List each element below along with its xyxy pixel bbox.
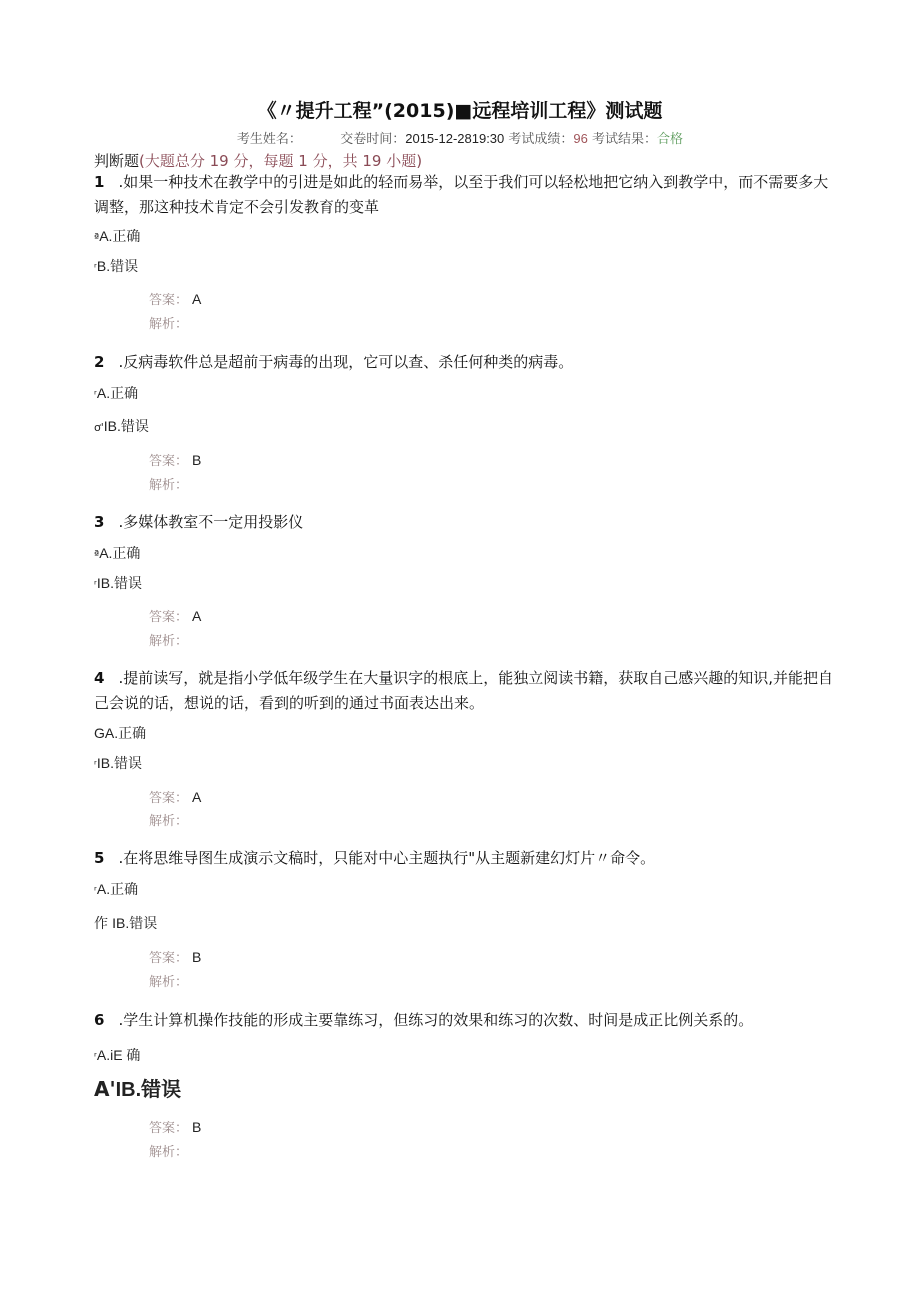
answer-line [149, 606, 201, 625]
page-title: 《〃提升工程”(2015)■远程培训工程》测试题 [257, 100, 663, 122]
option-a[interactable] [94, 226, 140, 246]
answer-value: A [192, 291, 202, 307]
answer-value: A [192, 608, 202, 624]
analysis-label: 解析： [149, 317, 189, 332]
answer-value: B [192, 1119, 202, 1135]
question-text: .反病毒软件总是超前于病毒的出现，它可以查、杀任何种类的病毒。 [118, 353, 574, 371]
question-6 [94, 1008, 834, 1033]
option-b[interactable] [94, 913, 157, 933]
section-heading [94, 150, 422, 171]
result-value: 合格 [657, 132, 684, 147]
analysis-label: 解析： [149, 478, 189, 493]
analysis-label: 解析： [149, 975, 189, 990]
option-label: A.iE 确 [96, 1047, 141, 1063]
answer-line [149, 1117, 201, 1136]
question-text: .多媒体教室不一定用投影仪 [118, 513, 304, 531]
option-a[interactable] [94, 383, 138, 403]
answer-value: A [192, 789, 202, 805]
score-value: 96 [573, 131, 588, 146]
radio-mark: ʳ [94, 578, 97, 591]
answer-label: 答案： [149, 610, 189, 625]
option-label: B.错误 [96, 258, 139, 274]
answer-value: B [192, 949, 202, 965]
answer-label: 答案： [149, 791, 189, 806]
option-label: A.正确 [104, 725, 147, 741]
question-5 [94, 846, 834, 871]
radio-mark: A' [94, 1077, 116, 1101]
option-b[interactable] [94, 416, 149, 436]
question-number: 6 [94, 1011, 105, 1029]
radio-mark: G [94, 725, 105, 741]
answer-label: 答案： [149, 951, 189, 966]
option-label: A.正确 [96, 385, 139, 401]
option-a[interactable] [94, 723, 146, 743]
answer-line [149, 947, 201, 966]
question-text: .如果一种技术在教学中的引进是如此的轻而易举，以至于我们可以轻松地把它纳入到教学中，而不需要多大调整，那这种技术肯定不会引发教育的变革 [94, 173, 829, 216]
question-1 [94, 170, 834, 220]
option-label: IB.错误 [115, 1079, 182, 1101]
question-4 [94, 666, 834, 716]
option-a[interactable] [94, 1045, 140, 1065]
analysis-label: 解析： [149, 1145, 189, 1160]
examinee-label: 考生姓名： [236, 132, 302, 147]
option-b[interactable] [94, 573, 142, 593]
section-name: 判断题 [94, 152, 140, 170]
answer-label: 答案： [149, 293, 189, 308]
option-label: IB.错误 [96, 575, 142, 591]
answer-label: 答案： [149, 1121, 189, 1136]
option-label: IB.错误 [96, 755, 142, 771]
option-label: A.正确 [99, 228, 141, 244]
radio-mark: ʳ [94, 884, 97, 897]
radio-mark: ª [94, 231, 100, 244]
option-b[interactable] [94, 256, 138, 276]
question-number: 2 [94, 353, 105, 371]
submit-time-label: 交卷时间： [340, 132, 406, 147]
exam-meta [0, 128, 920, 147]
answer-line [149, 450, 201, 469]
radio-mark: ʳ [94, 758, 97, 771]
radio-mark: ʳ [94, 1050, 97, 1063]
question-number: 5 [94, 849, 105, 867]
option-label: IB.错误 [103, 418, 149, 434]
answer-line [149, 289, 201, 308]
analysis-label: 解析： [149, 814, 189, 829]
option-label: IB.错误 [112, 915, 158, 931]
option-label: A.正确 [96, 881, 139, 897]
question-number: 4 [94, 669, 105, 687]
option-b[interactable] [94, 1073, 181, 1102]
question-2 [94, 350, 834, 375]
option-a[interactable] [94, 543, 140, 563]
answer-label: 答案： [149, 454, 189, 469]
answer-value: B [192, 452, 202, 468]
submit-time-value: 2015-12-2819:30 [405, 131, 505, 146]
analysis-label: 解析： [149, 634, 189, 649]
question-number: 3 [94, 513, 105, 531]
option-b[interactable] [94, 753, 142, 773]
option-a[interactable] [94, 879, 138, 899]
answer-line [149, 787, 201, 806]
radio-mark: ʳ [94, 388, 97, 401]
section-desc: (大题总分 19 分，每题 1 分，共 19 小题) [139, 152, 423, 170]
radio-mark: ʳ [94, 261, 97, 274]
score-label: 考试成绩： [508, 132, 574, 147]
question-text: .提前读写，就是指小学低年级学生在大量识字的根底上，能独立阅读书籍，获取自己感兴趣的知识,并能把自己会说的话，想说的话，看到的听到的通过书面表达出来。 [94, 669, 833, 712]
question-number: 1 [94, 173, 105, 191]
question-text: .在将思维导图生成演示文稿时，只能对中心主题执行"从主题新建幻灯片〃命令。 [118, 849, 656, 867]
radio-mark: ª [94, 548, 100, 561]
radio-mark: ơ' [94, 421, 104, 434]
question-text: .学生计算机操作技能的形成主要靠练习，但练习的效果和练习的次数、时间是成正比例关系的。 [118, 1011, 754, 1029]
radio-mark: 作 [94, 915, 108, 931]
option-label: A.正确 [99, 545, 141, 561]
question-3 [94, 510, 834, 535]
result-label: 考试结果： [592, 132, 658, 147]
